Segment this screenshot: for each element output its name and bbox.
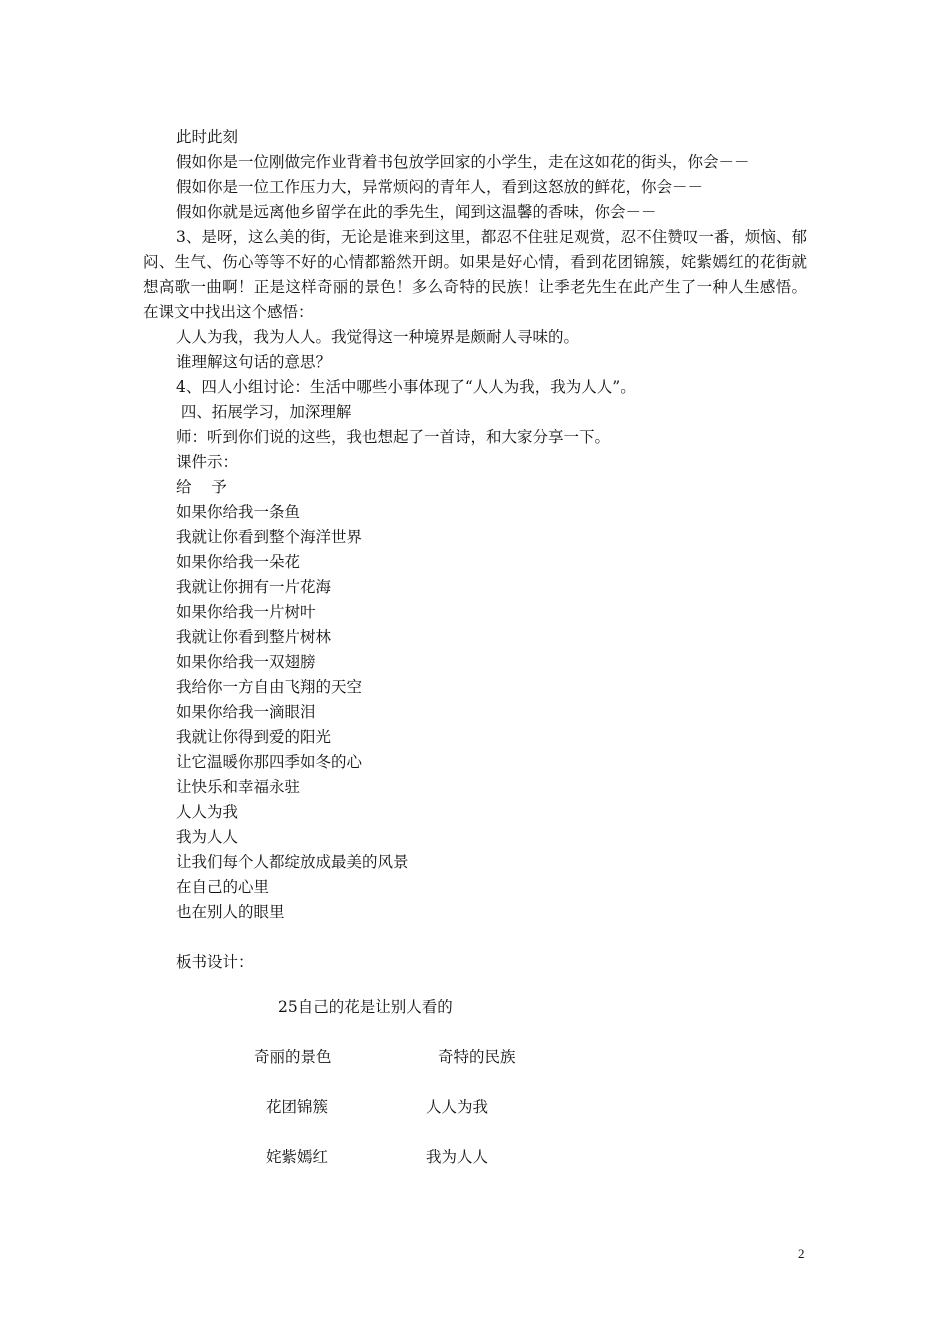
board-right-item: 奇特的民族 [438, 1048, 516, 1066]
spacer [143, 925, 807, 950]
board-heading: 板书设计： [176, 953, 254, 971]
poem-line: 我就让你看到整片树林 [176, 628, 332, 646]
board-right-item: 我为人人 [426, 1148, 489, 1166]
poem-line: 我为人人 [176, 828, 239, 846]
poem-line: 在自己的心里 [176, 878, 270, 896]
poem-line: 如果你给我一片树叶 [176, 603, 316, 621]
poem-line: 如果你给我一滴眼泪 [176, 703, 316, 721]
poem-line: 我给你一方自由飞翔的天空 [176, 678, 363, 696]
board-left-item: 姹紫嫣红 [266, 1148, 329, 1166]
paragraph: 3、是呀，这么美的街，无论是谁来到这里，都忍不住驻足观赏，忍不住赞叹一番，烦恼、郁闷、生气、伤心等等不好的心情都豁然开朗。如果是好心情，看到花团锦簇，姹紫嫣红的花街就想高歌一曲啊！正是这样奇丽的景色！多么奇特的民族！让季老先生在此产生了一种人生感悟。在课文中找出这个感悟： [143, 228, 807, 321]
poem-line: 人人为我 [176, 803, 239, 821]
board-left-item: 奇丽的景色 [254, 1048, 332, 1066]
paragraph: 谁理解这句话的意思？ [176, 353, 332, 371]
paragraph: 假如你是一位工作压力大，异常烦闷的青年人，看到这怒放的鲜花，你会－－ [176, 178, 704, 196]
paragraph: 此时此刻 [176, 128, 239, 146]
board-left-item: 花团锦簇 [266, 1098, 329, 1116]
paragraph: 课件示： [176, 453, 239, 471]
page-number: 2 [798, 1246, 805, 1261]
poem-title: 给 予 [176, 478, 227, 496]
paragraph: 师：听到你们说的这些，我也想起了一首诗，和大家分享一下。 [176, 428, 611, 446]
board-right-item: 人人为我 [426, 1098, 489, 1116]
paragraph: 4、四人小组讨论：生活中哪些小事体现了“人人为我，我为人人”。 [176, 378, 636, 396]
paragraph: 假如你就是远离他乡留学在此的季先生，闻到这温馨的香味，你会－－ [176, 203, 657, 221]
board-title: 25自己的花是让别人看的 [278, 998, 453, 1016]
poem-line: 我就让你看到整个海洋世界 [176, 528, 363, 546]
poem-line: 如果你给我一朵花 [176, 553, 301, 571]
poem-line: 也在别人的眼里 [176, 903, 285, 921]
poem-line: 我就让你得到爱的阳光 [176, 728, 332, 746]
paragraph: 假如你是一位刚做完作业背着书包放学回家的小学生，走在这如花的街头，你会－－ [176, 153, 750, 171]
paragraph: 人人为我，我为人人。我觉得这一种境界是颇耐人寻味的。 [176, 328, 580, 346]
poem-line: 如果你给我一条鱼 [176, 503, 301, 521]
poem-line: 让我们每个人都绽放成最美的风景 [176, 853, 409, 871]
poem-line: 让快乐和幸福永驻 [176, 778, 301, 796]
poem-line: 我就让你拥有一片花海 [176, 578, 332, 596]
body-text [143, 125, 807, 975]
poem-line: 如果你给我一双翅膀 [176, 653, 316, 671]
poem-line: 让它温暖你那四季如冬的心 [176, 753, 363, 771]
section-heading: 四、拓展学习，加深理解 [176, 403, 352, 421]
